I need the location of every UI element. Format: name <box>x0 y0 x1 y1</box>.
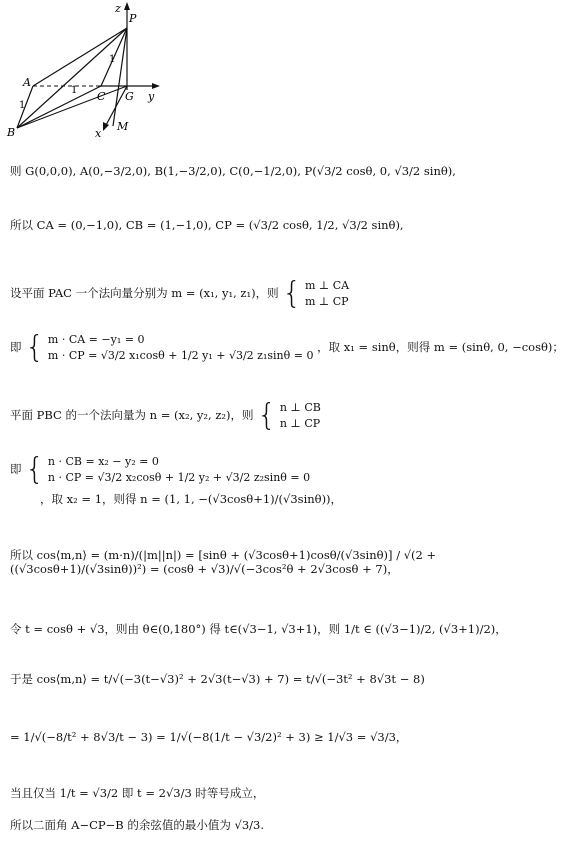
x-axis-label: x <box>95 127 102 140</box>
equality-condition-line: 当且仅当 1/t = √3/2 即 t = 2√3/3 时等号成立， <box>10 786 265 800</box>
point-label-M: M <box>117 120 129 133</box>
point-label-P: P <box>129 12 137 25</box>
plane-pbc-normal-line <box>10 400 321 432</box>
plane-pbc-text: 平面 PBC 的一个法向量为 n = (x₂, y₂, z₂)，则 <box>10 408 254 422</box>
conclusion-line: 所以二面角 A−CP−B 的余弦值的最小值为 √3/3. <box>10 818 265 832</box>
z-axis-arrow <box>124 2 130 10</box>
plane-pbc-system-line <box>10 454 310 486</box>
condition-2: n ⊥ CP <box>279 417 321 430</box>
plane-pbc-conditions <box>280 400 321 432</box>
system-label: 即 <box>10 462 22 476</box>
m-vector-result: ，取 x₁ = sinθ，则得 m = (sinθ, 0, −cosθ)； <box>317 340 564 354</box>
y-axis-arrow <box>152 83 160 89</box>
coordinates-line: 则 G(0,0,0), A(0,−3/2,0), B(1,−3/2,0), C(0,−1/2,0), P(√3/2 cosθ, 0, √3/2 sinθ), <box>10 164 456 178</box>
point-label-G: G <box>125 90 134 103</box>
plane-pac-text: 设平面 PAC 一个法向量分别为 m = (x₁, y₁, z₁)，则 <box>10 286 279 300</box>
condition-1: m ⊥ CA <box>304 279 350 292</box>
point-label-C: C <box>97 90 106 103</box>
cosine-expression-line: 所以 cos⟨m,n⟩ = (m·n)/(|m||n|) = [sinθ + (√3cosθ+1)cosθ/(√3sinθ)] / √(2 + ((√3cosθ+1)/(√3sinθ))²) = (cosθ + √3)/√(−3cos²θ + 2√3cosθ + 7)， <box>10 548 437 576</box>
point-label-A: A <box>23 76 31 89</box>
equation-1: m · CA = −y₁ = 0 <box>47 333 145 346</box>
geometry-figure <box>5 0 175 145</box>
cosine-in-t-line: 于是 cos⟨m,n⟩ = t/√(−3(t−√3)² + 2√3(t−√3) + 7) = t/√(−3t² + 8√3t − 8) <box>10 672 425 686</box>
edge-label: 1 <box>71 85 78 96</box>
inequality-line: = 1/√(−8/t² + 8√3/t − 3) = 1/√(−8(1/t − √3/2)² + 3) ≥ 1/√3 = √3/3， <box>10 730 408 744</box>
plane-pac-system <box>48 332 314 364</box>
z-axis-label: z <box>115 2 121 15</box>
equation-2: m · CP = √3/2 x₁cosθ + 1/2 y₁ + √3/2 z₁sinθ = 0 <box>47 349 314 362</box>
point-label-B: B <box>7 126 16 139</box>
equation-2: n · CP = √3/2 x₂cosθ + 1/2 y₂ + √3/2 z₂sinθ = 0 <box>47 471 311 484</box>
condition-1: n ⊥ CB <box>279 401 321 414</box>
brace: { <box>25 330 45 365</box>
plane-pbc-system <box>48 454 310 486</box>
n-vector-result: ，取 x₂ = 1，则得 n = (1, 1, −(√3cosθ+1)/(√3sinθ))， <box>40 492 343 506</box>
system-label: 即 <box>10 340 22 354</box>
plane-pac-system-line <box>10 332 564 364</box>
brace: { <box>257 398 277 433</box>
plane-pac-normal-line <box>10 278 349 310</box>
substitution-line: 令 t = cosθ + √3，则由 θ∈(0,180°) 得 t∈(√3−1, √3+1)，则 1/t ∈ ((√3−1)/2, (√3+1)/2)， <box>10 622 507 636</box>
vectors-line: 所以 CA = (0,−1,0), CB = (1,−1,0), CP = (√3/2 cosθ, 1/2, √3/2 sinθ), <box>10 218 404 232</box>
x-axis-arrow <box>103 122 109 131</box>
brace: { <box>25 452 45 487</box>
equation-1: n · CB = x₂ − y₂ = 0 <box>47 455 159 468</box>
edge-label: 1 <box>19 100 26 111</box>
condition-2: m ⊥ CP <box>304 295 349 308</box>
plane-pac-conditions <box>305 278 349 310</box>
edge-label: 1 <box>109 54 116 65</box>
brace: { <box>282 276 302 311</box>
y-axis-label: y <box>148 90 155 103</box>
